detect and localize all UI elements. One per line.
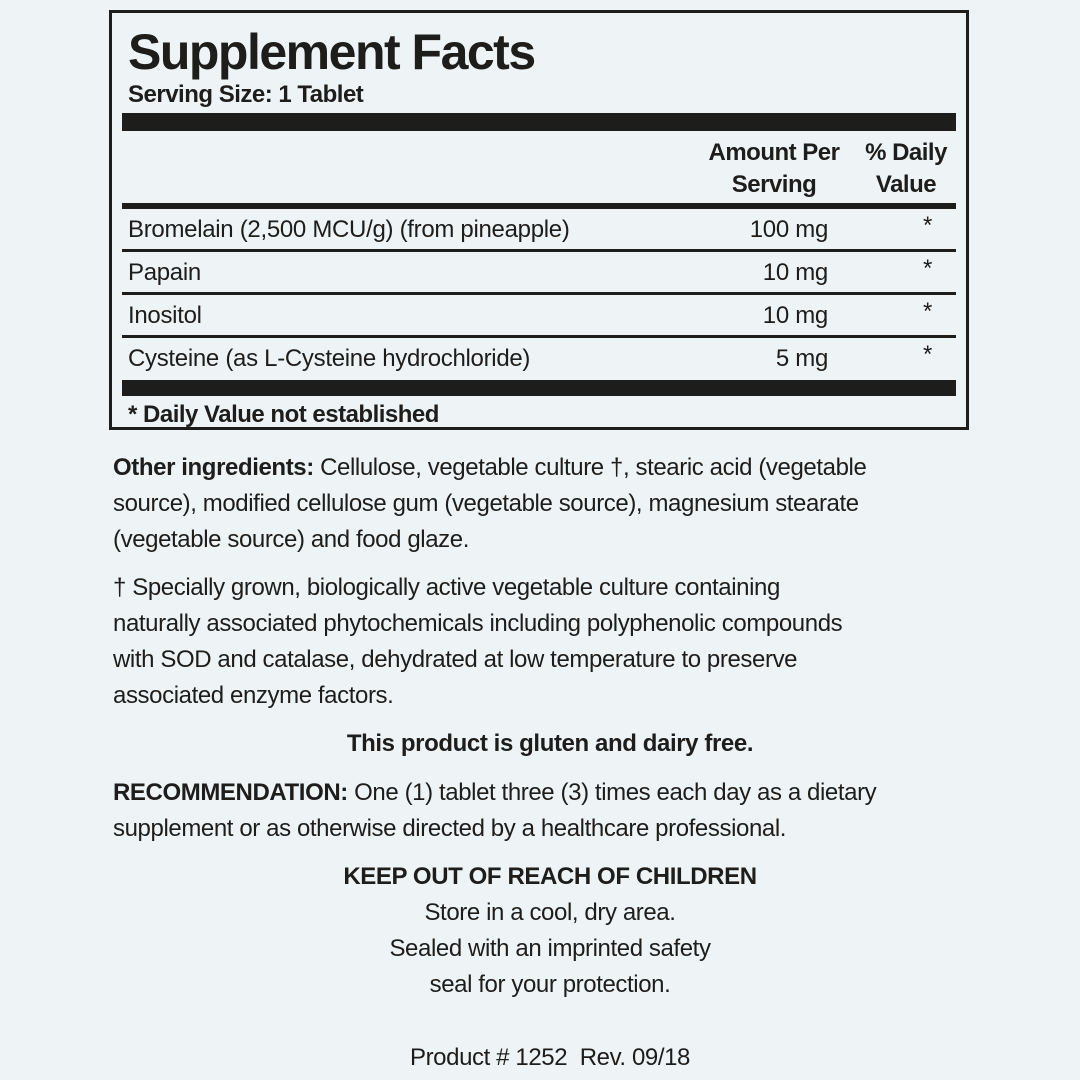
safety-seal-line-2: seal for your protection.	[429, 971, 671, 998]
gluten-dairy-free-statement: This product is gluten and dairy free.	[346, 730, 754, 757]
recommendation-label: RECOMMENDATION:	[113, 779, 348, 806]
other-ingredients-label: Other ingredients:	[113, 454, 314, 481]
table-header	[122, 131, 956, 209]
ingredient-amount: 100 mg	[749, 216, 828, 243]
bottom-divider-bar	[122, 380, 956, 396]
amount-per-serving-header: Amount Per Serving	[708, 139, 840, 198]
supplement-facts-panel	[109, 10, 969, 430]
other-ingredients: Other ingredients: Cellulose, vegetable culture †, stearic acid (vegetable source), modified cellulose gum (vegetable source), magnesium stearate (vegetable source) and food glaze.	[113, 454, 867, 553]
daily-value-header: % Daily Value	[865, 139, 947, 198]
ingredient-name: Papain	[128, 259, 201, 286]
safety-seal-line-1: Sealed with an imprinted safety	[389, 935, 711, 962]
recommendation: RECOMMENDATION: One (1) tablet three (3) times each day as a dietary supplement or as otherwise directed by a healthcare professional.	[113, 779, 877, 842]
facts-title: Supplement Facts	[128, 24, 535, 80]
daily-value-footnote: * Daily Value not established	[128, 401, 439, 428]
table-row	[122, 209, 956, 252]
ingredient-amount: 10 mg	[762, 302, 828, 329]
ingredient-daily-value: *	[922, 341, 932, 368]
ingredient-name: Inositol	[128, 302, 202, 329]
ingredient-name: Cysteine (as L-Cysteine hydrochloride)	[128, 345, 531, 372]
ingredient-name: Bromelain (2,500 MCU/g) (from pineapple)	[128, 216, 570, 243]
keep-out-of-reach-warning: KEEP OUT OF REACH OF CHILDREN	[343, 863, 757, 890]
table-row	[122, 338, 956, 378]
ingredient-daily-value: *	[922, 298, 932, 325]
ingredient-daily-value: *	[922, 212, 932, 239]
top-divider-bar	[122, 113, 956, 131]
ingredient-amount: 10 mg	[762, 259, 828, 286]
storage-instruction: Store in a cool, dry area.	[424, 899, 676, 926]
table-row	[122, 252, 956, 295]
table-row	[122, 295, 956, 338]
ingredient-daily-value: *	[922, 255, 932, 282]
product-number: Product # 1252 Rev. 09/18	[409, 1044, 690, 1071]
serving-size: Serving Size: 1 Tablet	[128, 81, 364, 108]
ingredient-amount: 5 mg	[775, 345, 828, 372]
culture-footnote: † Specially grown, biologically active vegetable culture containing naturally associated phytochemicals including polyphenolic compounds with SOD and catalase, dehydrated at low temperature to preserve associated enzyme factors.	[113, 574, 843, 709]
